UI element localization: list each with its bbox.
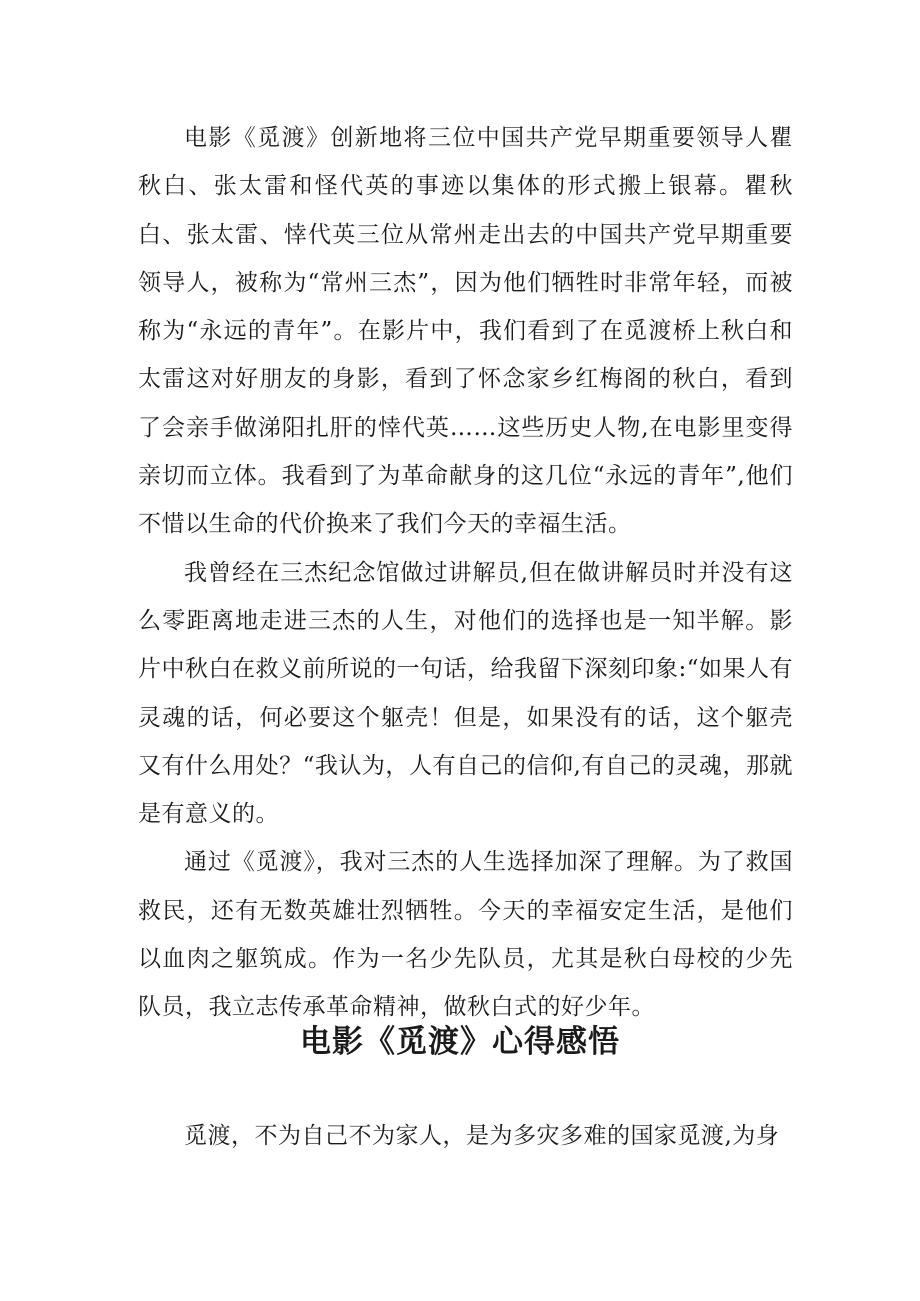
paragraph-3: 通过《觅渡》，我对三杰的人生选择加深了理解。为了救国救民，还有无数英雄壮烈牺牲。今天的幸福安定生活，是他们以血肉之躯筑成。作为一名少先队员，尤其是秋白母校的少先队员，我立志传承革命精神，做秋白式的好少年。 — [138, 849, 793, 1021]
document-body — [138, 114, 793, 1032]
section-paragraph-1: 觅渡，不为自己不为家人，是为多灾多难的国家觅渡,为身 — [184, 1123, 780, 1149]
section-title: 电影《觅渡》心得感悟 — [300, 1024, 620, 1060]
paragraph-1: 电影《觅渡》创新地将三位中国共产党早期重要领导人瞿秋白、张太雷和怪代英的事迹以集体的形式搬上银幕。瞿秋白、张太雷、悻代英三位从常州走出去的中国共产党早期重要领导人，被称为“常州三杰”，因为他们牺牲时非常年轻，而被称为“永远的青年”。在影片中，我们看到了在觅渡桥上秋白和太雷这对好朋友的身影，看到了怀念家乡红梅阁的秋白，看到了会亲手做涕阳扎肝的悻代英……这些历史人物,在电影里变得亲切而立体。我看到了为革命献身的这几位“永远的青年”,他们不惜以生命的代价换来了我们今天的幸福生活。 — [138, 125, 793, 538]
paragraph-2: 我曾经在三杰纪念馆做过讲解员,但在做讲解员时并没有这么零距离地走进三杰的人生，对他们的选择也是一知半解。影片中秋白在救义前所说的一句话，给我留下深刻印象:“如果人有灵魂的话，何必要这个躯壳！但是，如果没有的话，这个躯壳又有什么用处？“我认为，人有自己的信仰,有自己的灵魂，那就是有意义的。 — [138, 559, 794, 828]
section-body — [138, 1112, 793, 1160]
